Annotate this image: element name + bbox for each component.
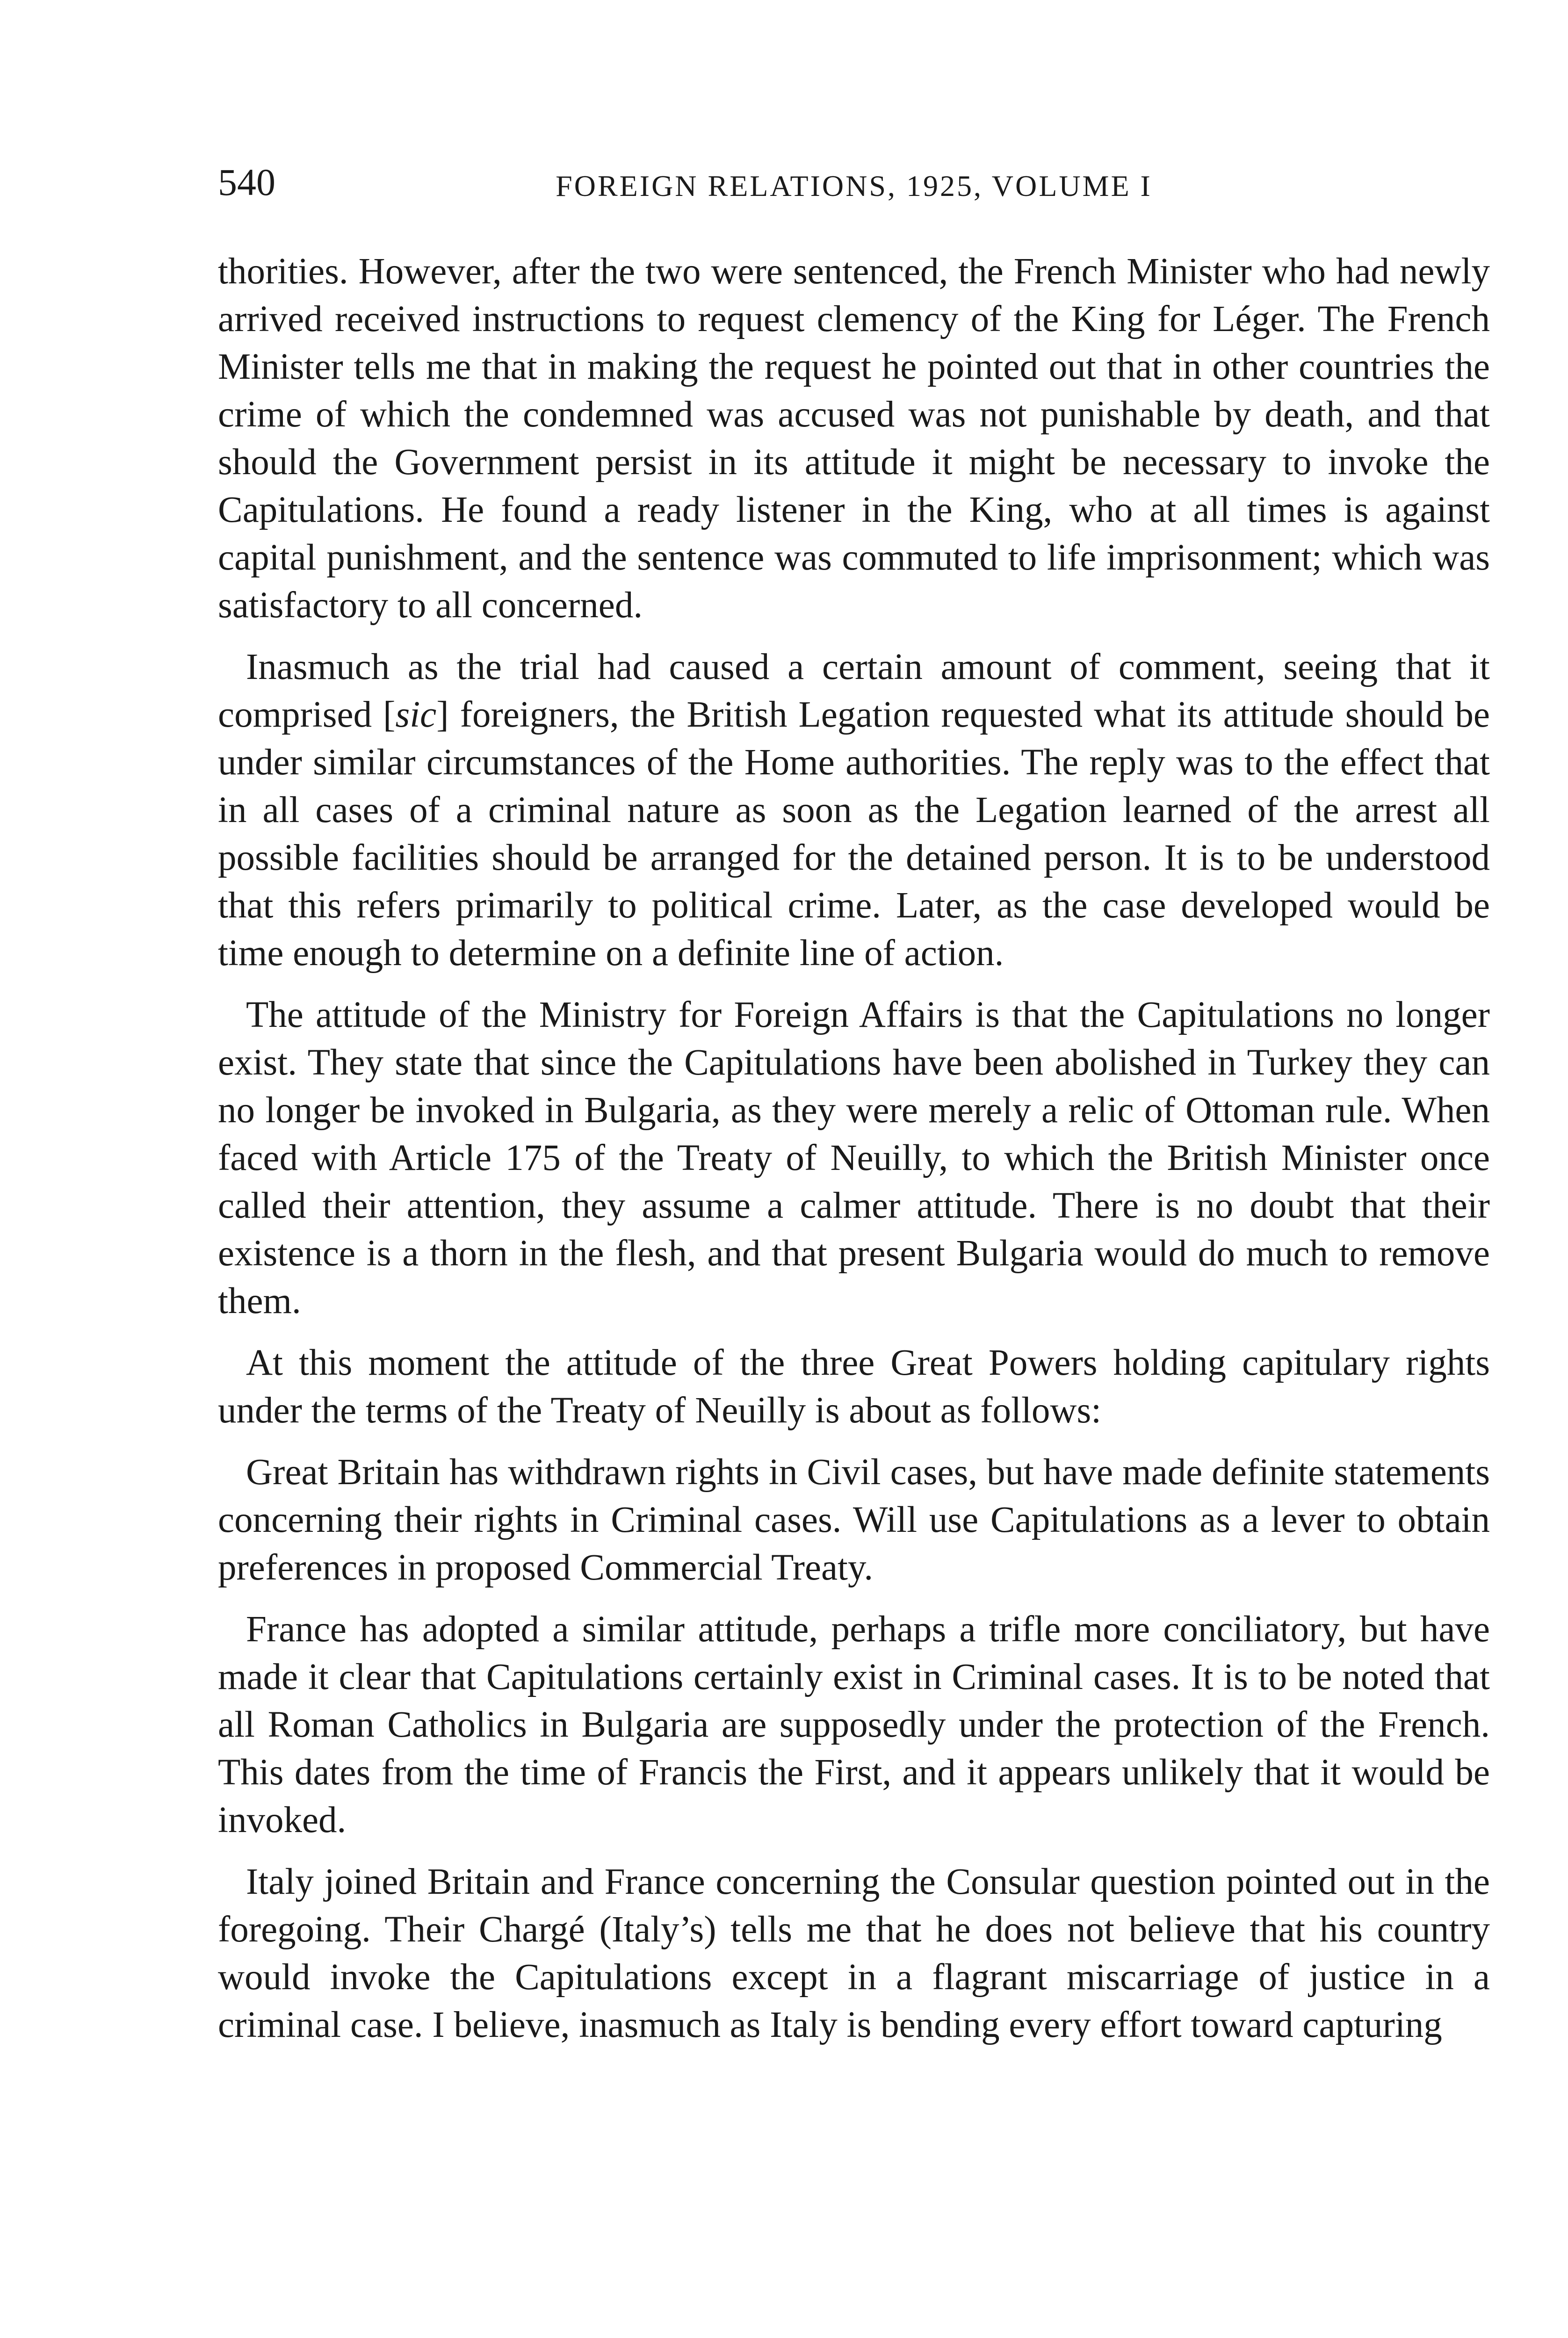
paragraph-2-part-1: Inasmuch as the trial had caused a certain amount of comment, seeing that it comprised [ <box>218 647 1490 735</box>
paragraph-4: At this moment the attitude of the three Great Powers holding capitulary rights under the terms of the Treaty of Neuilly is about as follows: <box>218 1342 1490 1431</box>
sic-annotation: sic <box>395 694 437 735</box>
body-text <box>218 248 1490 2049</box>
paragraph-1: thorities. However, after the two were sentenced, the French Minister who had newly arrived received instructions to request clemency of the King for Léger. The French Minister tells me that in making the request he pointed out that in other countries the crime of which the condemned was accused was not punishable by death, and that should the Government persist in its attitude it might be necessary to invoke the Capitulations. He found a ready listener in the King, who at all times is against capital punishment, and the sentence was commuted to life imprisonment; which was satisfactory to all concerned. <box>218 251 1490 626</box>
paragraph-2-part-2: ] foreigners, the British Legation requested what its attitude should be under similar circumstances of the Home authorities. The reply was to the effect that in all cases of a criminal nature as soon as the Legation learned of the arrest all possible facilities should be arranged for the detained person. It is to be understood that this refers primarily to political crime. Later, as the case developed would be time enough to determine on a definite line of action. <box>218 694 1490 974</box>
paragraph-2 <box>218 643 1490 977</box>
paragraph-5: Great Britain has withdrawn rights in Civil cases, but have made definite statements concerning their rights in Criminal cases. Will use Capitulations as a lever to obtain preferences in proposed Commercial Treaty. <box>218 1452 1490 1588</box>
paragraph-3: The attitude of the Ministry for Foreign Affairs is that the Capitulations no longer exist. They state that since the Capitulations have been abolished in Turkey they can no longer be invoked in Bulgaria, as they were merely a relic of Ottoman rule. When faced with Article 175 of the Treaty of Neuilly, to which the British Minister once called their attention, they assume a calmer attitude. There is no doubt that their existence is a thorn in the flesh, and that present Bulgaria would do much to remove them. <box>218 995 1490 1321</box>
page-number: 540 <box>218 161 275 203</box>
running-title: FOREIGN RELATIONS, 1925, VOLUME I <box>556 169 1152 202</box>
paragraph-6: France has adopted a similar attitude, perhaps a trifle more conciliatory, but have made it clear that Capitulations certainly exist in Criminal cases. It is to be noted that all Roman Catholics in Bulgaria are supposedly under the protection of the French. This dates from the time of Francis the First, and it appears unlikely that it would be invoked. <box>218 1609 1490 1840</box>
document-page <box>218 154 1490 2063</box>
paragraph-7: Italy joined Britain and France concerning the Consular question pointed out in the foregoing. Their Chargé (Italy’s) tells me that he does not believe that his country would invoke the Capitulations except in a flagrant miscarriage of justice in a criminal case. I believe, inasmuch as Italy is bending every effort toward capturing <box>218 1862 1490 2045</box>
running-head <box>218 154 1490 215</box>
